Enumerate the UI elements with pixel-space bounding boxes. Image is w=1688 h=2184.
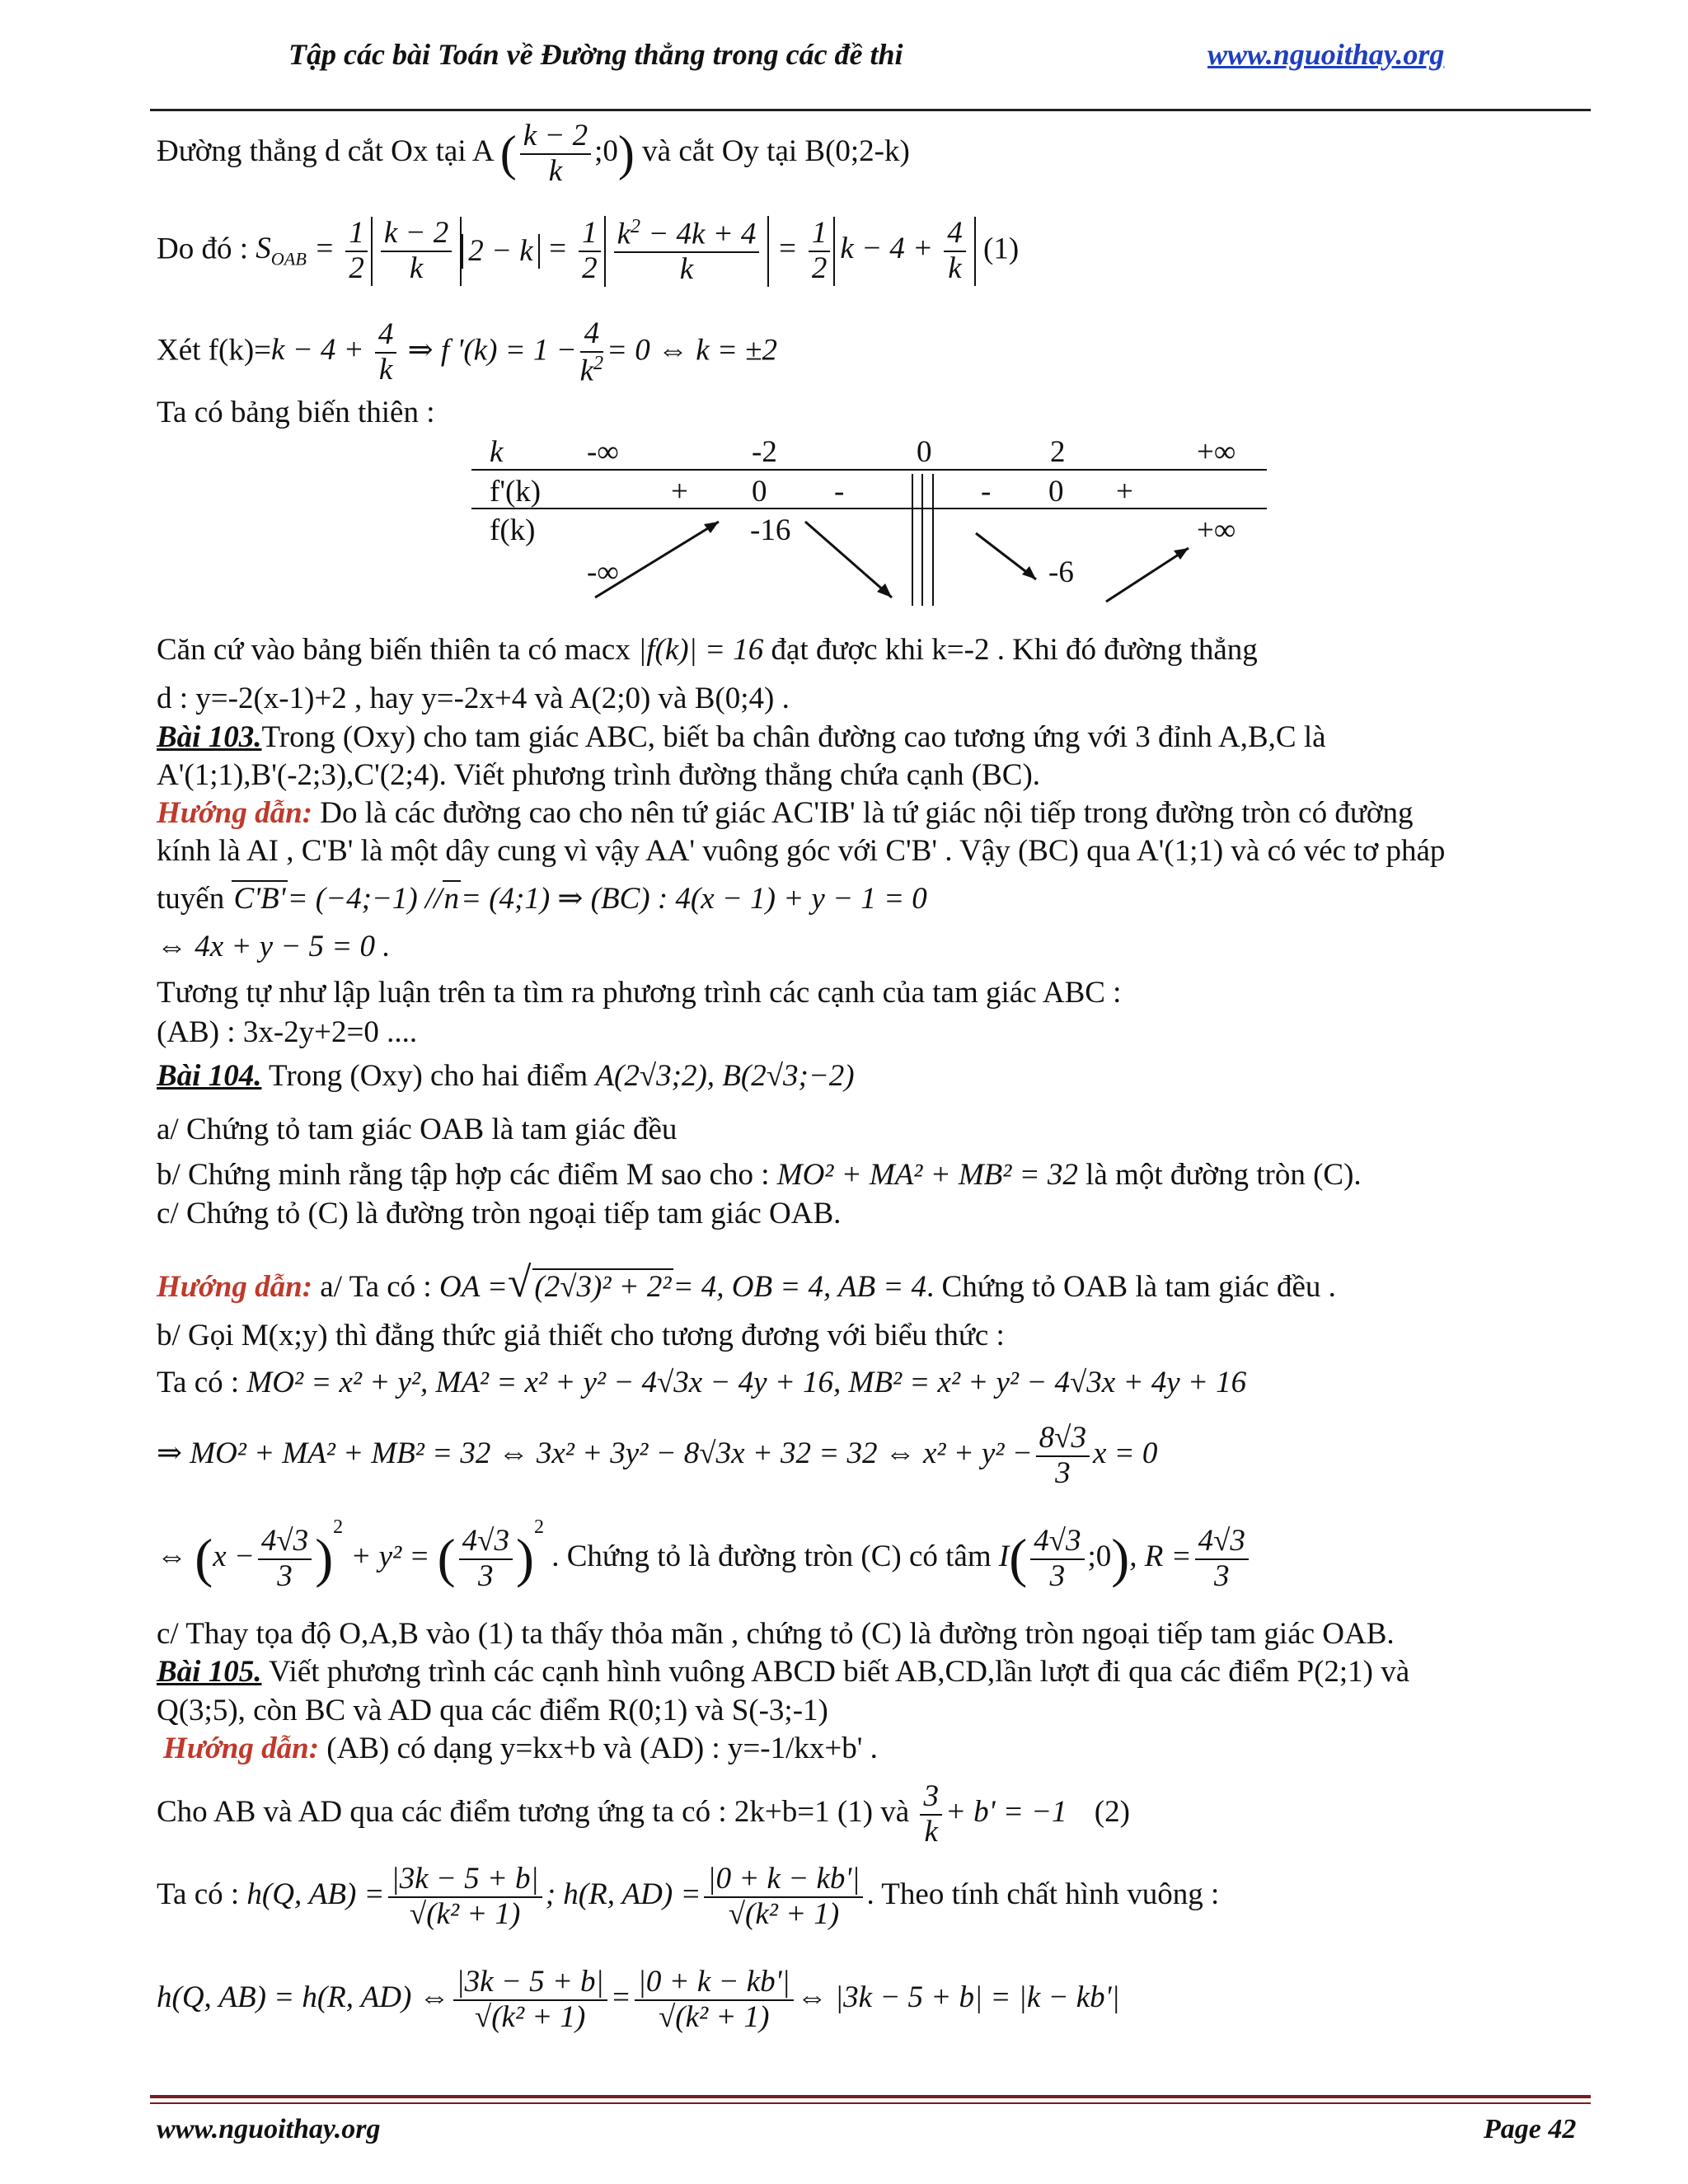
- num: |0 + k − kb'|: [704, 1863, 863, 1898]
- line-30: [157, 1966, 1120, 2034]
- line-13: Tương tự như lập luận trên ta tìm ra phương trình các cạnh của tam giác ABC :: [157, 976, 1122, 1010]
- text: ;0: [1087, 1540, 1112, 1573]
- formula: MO² + MA² + MB² = 32: [776, 1158, 1078, 1192]
- line-1: [157, 120, 910, 188]
- vector: n: [443, 882, 459, 916]
- table-cell: -2: [752, 435, 777, 469]
- line-27: [157, 1732, 878, 1767]
- paren: (: [437, 1528, 456, 1589]
- formula: ⇒ f '(k) = 1 −: [407, 333, 577, 368]
- text: là một đường tròn (C).: [1085, 1158, 1362, 1192]
- line-2: [157, 216, 1019, 287]
- table-cell: f(k): [490, 513, 536, 547]
- table-cell: 0: [917, 435, 932, 469]
- fraction: [704, 1863, 863, 1931]
- table-cell: +: [671, 475, 688, 509]
- text: Do là các đường cao cho nên tứ giác AC'IB' là tứ giác nội tiếp trong đường tròn có đường: [320, 796, 1414, 830]
- text: Đường thẳng d cắt Ox tại A: [157, 134, 493, 169]
- sqrt-sign: √: [507, 1259, 532, 1306]
- paren: ): [315, 1528, 334, 1589]
- fraction: [1195, 1525, 1249, 1593]
- header-link[interactable]: www.nguoithay.org: [1207, 38, 1445, 71]
- line-29: [157, 1863, 1219, 1931]
- fraction: $\frac{3}{k}$: [920, 1780, 942, 1849]
- problem-label: Bài 104.: [157, 1059, 262, 1093]
- table-cell: +∞: [1197, 513, 1236, 547]
- paren: ): [617, 126, 635, 181]
- fraction: [1036, 1422, 1090, 1490]
- fraction: [635, 1966, 794, 2034]
- formula: |f(k)| = 16: [638, 633, 764, 667]
- text: . Chứng tỏ OAB là tam giác đều .: [926, 1270, 1336, 1304]
- num: |3k − 5 + b|: [453, 1966, 607, 2001]
- text: . Chứng tỏ là đường tròn (C) có tâm: [551, 1540, 992, 1573]
- formula-area: $S_{OAB}$ = $\frac{1}{2}$ $\frac{k - 2}{k}$ 2 − k = $\frac{1}{2}$ $\frac{k^2 - 4k + 4}{k}$ = $\frac{1}{2}$ k − 4 + $\frac{4}{k}$: [256, 232, 976, 265]
- line-25: [157, 1655, 1409, 1690]
- num: 8√3: [1036, 1422, 1090, 1457]
- table-cell: -∞: [587, 435, 619, 469]
- den: √(k² + 1): [728, 1896, 840, 1931]
- den: √(k² + 1): [474, 1999, 586, 2034]
- footer-rule: [150, 2102, 1591, 2104]
- paren: ): [515, 1528, 534, 1589]
- text: Ta có :: [157, 1366, 240, 1399]
- text: . Theo tính chất hình vuông :: [866, 1877, 1220, 1912]
- formula: OA =: [438, 1270, 508, 1304]
- text: Xét f(k)=: [157, 333, 272, 368]
- line-5: [157, 633, 1258, 668]
- line-4: Ta có bảng biến thiên :: [157, 396, 435, 429]
- line-8: A'(1;1),B'(-2;3),C'(2;4). Viết phương trình đường thẳng chứa cạnh (BC).: [157, 758, 1041, 792]
- den: √(k² + 1): [658, 1999, 770, 2034]
- formula: + b' = −1: [945, 1795, 1067, 1830]
- formula: h(Q, AB) = h(R, AD) ⇔: [157, 1980, 450, 2015]
- num: 4√3: [258, 1525, 312, 1560]
- text: và cắt Oy tại B(0;2-k): [642, 134, 910, 169]
- formula: ⇔: [157, 1540, 187, 1573]
- num: 4√3: [1195, 1525, 1249, 1560]
- text: (2): [1094, 1795, 1130, 1830]
- table-cell: -∞: [587, 555, 619, 589]
- table-cell: -16: [750, 513, 791, 547]
- den: √(k² + 1): [409, 1896, 521, 1931]
- formula: x −: [213, 1540, 255, 1573]
- line-28: [157, 1780, 1130, 1849]
- hint-label: Hướng dẫn:: [163, 1732, 320, 1765]
- line-21: [157, 1366, 1246, 1401]
- line-17: [157, 1158, 1362, 1193]
- text: Do đó :: [157, 232, 248, 266]
- header-rule: [150, 109, 1591, 111]
- formula: + y² =: [350, 1540, 430, 1573]
- line-10: kính là AI , C'B' là một dây cung vì vậy AA' vuông góc với C'B' . Vậy (BC) qua A'(1;1) và có véc tơ pháp: [157, 834, 1446, 868]
- paren: (: [195, 1528, 213, 1589]
- fraction: [520, 120, 591, 188]
- paren: (: [1009, 1528, 1028, 1589]
- table-cell: f'(k): [490, 475, 542, 509]
- line-3: [157, 317, 777, 388]
- line-6: d : y=-2(x-1)+2 , hay y=-2x+4 và A(2;0) và B(0;4) .: [157, 682, 790, 715]
- formula: = (−4;−1) //: [287, 882, 443, 916]
- line-15: [157, 1059, 855, 1094]
- line-24: c/ Thay tọa độ O,A,B vào (1) ta thấy thỏa mãn , chứng tỏ (C) là đường tròn ngoại tiếp tam giác OAB.: [157, 1617, 1395, 1651]
- footer-rule: [150, 2095, 1591, 2098]
- text: Căn cứ vào bảng biến thiên ta có macx: [157, 633, 631, 667]
- formula: MO² = x² + y², MA² = x² + y² − 4√3x − 4y + 16, MB² = x² + y² − 4√3x + 4y + 16: [246, 1366, 1247, 1399]
- text: (1): [983, 232, 1020, 266]
- text: đạt được khi k=-2 . Khi đó đường thẳng: [771, 633, 1258, 667]
- formula: =: [610, 1980, 631, 2015]
- line-19: [157, 1258, 1336, 1308]
- formula: (2√3)² + 2²: [534, 1270, 672, 1304]
- line-14: (AB) : 3x-2y+2=0 ....: [157, 1015, 418, 1049]
- table-cell: -: [981, 475, 992, 509]
- den: 3: [1049, 1558, 1066, 1593]
- text: ;0: [594, 134, 618, 169]
- line-20: b/ Gọi M(x;y) thì đẳng thức giả thiết cho tương đương với biểu thức :: [157, 1319, 1005, 1352]
- fraction: [258, 1525, 312, 1593]
- formula: = (4;1) ⇒ (BC) : 4(x − 1) + y − 1 = 0: [461, 882, 927, 916]
- fraction: [388, 1863, 542, 1931]
- formula: h(Q, AB) =: [246, 1877, 385, 1912]
- paren: ): [1111, 1528, 1130, 1589]
- page-number: Page 42: [1484, 2114, 1577, 2144]
- den: 3: [478, 1558, 494, 1593]
- formula: = 4, OB = 4, AB = 4: [673, 1270, 927, 1304]
- table-cell: 2: [1050, 435, 1066, 469]
- text: Trong (Oxy) cho hai điểm: [261, 1059, 588, 1093]
- formula: ; h(R, AD) =: [545, 1877, 701, 1912]
- text: Ta có :: [157, 1877, 240, 1912]
- num: 4√3: [1030, 1525, 1084, 1560]
- table-cell: k: [490, 435, 504, 469]
- den: 3: [1214, 1558, 1230, 1593]
- text: a/ Ta có :: [320, 1270, 432, 1304]
- line-18: c/ Chứng tỏ (C) là đường tròn ngoại tiếp tam giác OAB.: [157, 1197, 842, 1230]
- text: tuyến: [157, 882, 225, 916]
- formula: ⇔ |3k − 5 + b| = |k − kb'|: [796, 1980, 1120, 2015]
- table-cell: 0: [1048, 475, 1064, 509]
- num: k − 2: [520, 120, 591, 155]
- num: 4√3: [459, 1525, 513, 1560]
- table-cell: 0: [752, 475, 767, 509]
- formula: = 0 ⇔ k = ±2: [607, 333, 777, 368]
- line-7: [157, 720, 1326, 756]
- paren: (: [499, 126, 517, 181]
- text: b/ Chứng minh rằng tập hợp các điểm M sao cho :: [157, 1158, 770, 1192]
- num: |3k − 5 + b|: [388, 1863, 542, 1898]
- formula: ⇒ MO² + MA² + MB² = 32 ⇔ 3x² + 3y² − 8√3x + 32 = 32 ⇔ x² + y² −: [157, 1436, 1033, 1471]
- line-23: ⇔ (x − $\frac{4√3}{3}$ )$^2$ + y² = ( $\frac{4√3}{3}$ )$^2$ . Chứng tỏ là đường tròn (C) có tâm I( $\frac{4√3}{3}$ ;0), R = $\frac{4√3}{3}$: [157, 1516, 1252, 1593]
- num: |0 + k − kb'|: [635, 1966, 794, 2001]
- text: (AB) có dạng y=kx+b và (AD) : y=-1/kx+b' .: [326, 1732, 878, 1765]
- fraction: [1030, 1525, 1084, 1593]
- table-cell: -: [834, 475, 845, 509]
- fraction: [453, 1966, 607, 2034]
- fraction: [459, 1525, 513, 1593]
- line-11: [157, 880, 927, 917]
- text: Cho AB và AD qua các điểm tương ứng ta có : 2k+b=1 (1) và: [157, 1795, 910, 1830]
- text: Trong (Oxy) cho tam giác ABC, biết ba chân đường cao tương ứng với 3 đỉnh A,B,C là: [261, 720, 1326, 754]
- hint-label: Hướng dẫn:: [157, 796, 313, 830]
- hint-label: Hướng dẫn:: [157, 1270, 313, 1304]
- footer-link[interactable]: www.nguoithay.org: [157, 2114, 381, 2144]
- fraction: $\frac{4}{k^2}$: [579, 316, 604, 388]
- text: Viết phương trình các cạnh hình vuông ABCD biết AB,CD,lần lượt đi qua các điểm P(2;1) và: [261, 1655, 1410, 1689]
- den: 3: [277, 1558, 293, 1593]
- line-16: a/ Chứng tỏ tam giác OAB là tam giác đều: [157, 1113, 678, 1146]
- formula: , R =: [1129, 1540, 1192, 1573]
- line-12: ⇔ 4x + y − 5 = 0 .: [157, 930, 391, 963]
- line-26: Q(3;5), còn BC và AD qua các điểm R(0;1) và S(-3;-1): [157, 1694, 828, 1727]
- formula: I: [998, 1540, 1010, 1573]
- formula: x = 0: [1092, 1436, 1158, 1471]
- den: k: [548, 153, 563, 188]
- table-cell: +: [1116, 475, 1133, 509]
- line-9: [157, 796, 1413, 832]
- problem-label: Bài 103.: [157, 720, 262, 754]
- den: 3: [1055, 1455, 1071, 1490]
- header-title: Tập các bài Toán về Đường thẳng trong các đề thi: [288, 38, 903, 71]
- table-cell: -6: [1048, 555, 1074, 589]
- variation-table: [471, 433, 1296, 606]
- table-cell: +∞: [1197, 435, 1236, 469]
- vector: C'B': [233, 882, 286, 916]
- problem-label: Bài 105.: [157, 1655, 262, 1689]
- line-22: [157, 1422, 1157, 1490]
- formula: A(2√3;2), B(2√3;−2): [595, 1059, 855, 1093]
- formula: k − 4 + $\frac{4}{k}$: [271, 333, 400, 367]
